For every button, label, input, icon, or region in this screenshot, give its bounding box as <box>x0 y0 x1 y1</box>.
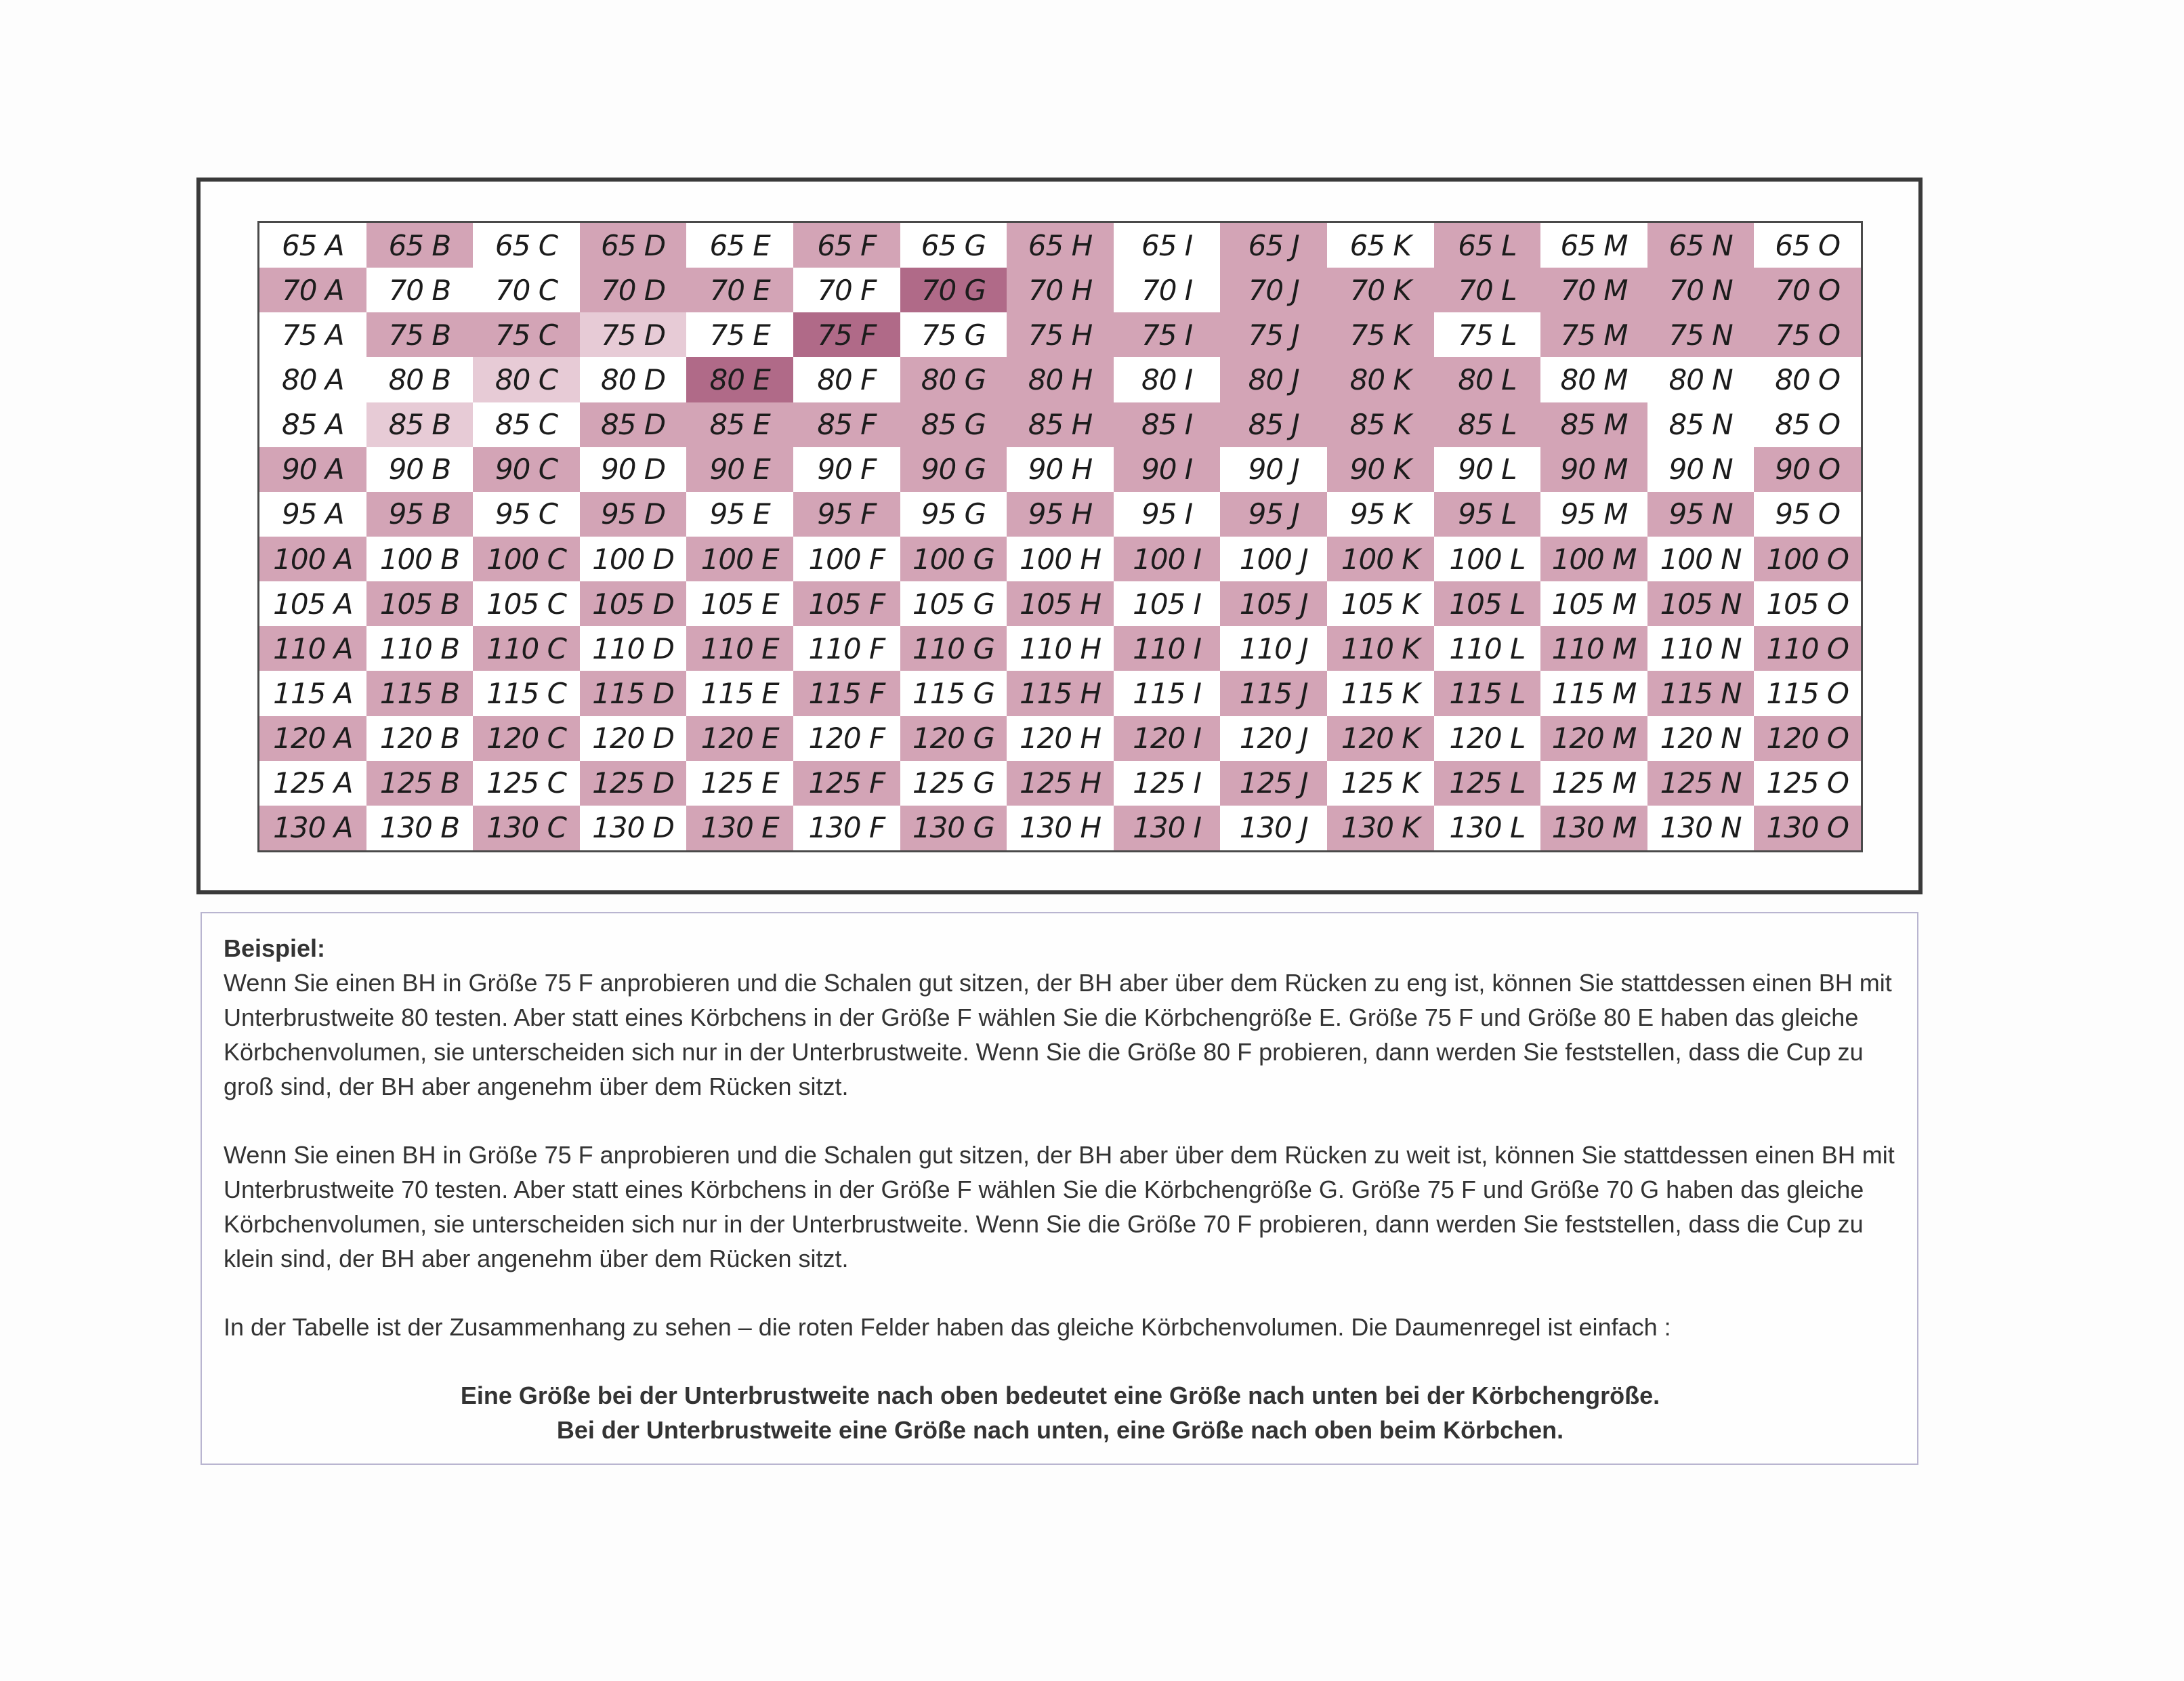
size-cell-115-g: 115 G <box>912 676 994 710</box>
size-cell-90-d: 90 D <box>601 453 666 486</box>
size-cell-95-i: 95 I <box>1141 497 1193 531</box>
size-cell-100-i: 100 I <box>1114 537 1221 581</box>
size-cell-65-a: 65 A <box>282 228 344 262</box>
size-cell-120-o: 120 O <box>1754 716 1861 761</box>
size-cell-65-c: 65 C <box>495 228 558 262</box>
size-cell-95-m: 95 M <box>1560 497 1628 531</box>
size-cell-110-b: 110 B <box>379 631 460 665</box>
size-cell-90-f: 90 F <box>817 453 877 486</box>
size-cell-75-a: 75 A <box>282 318 344 352</box>
size-cell-110-m: 110 M <box>1540 626 1647 671</box>
size-cell-80-c: 80 C <box>473 357 580 402</box>
size-cell-110-f: 110 F <box>808 631 885 665</box>
size-cell-85-e: 85 E <box>686 402 793 447</box>
size-cell-105-o: 105 O <box>1766 587 1849 621</box>
size-cell-130-d: 130 D <box>592 811 675 845</box>
size-cell-95-c: 95 C <box>495 497 558 531</box>
size-cell-120-j: 120 J <box>1239 722 1308 755</box>
size-table <box>257 221 1863 852</box>
rule-line-2: Bei der Unterbrustweite eine Größe nach unten, eine Größe nach oben beim Körbchen. <box>556 1416 1564 1444</box>
size-cell-75-n: 75 N <box>1647 312 1755 357</box>
size-cell-125-j: 125 J <box>1220 761 1327 806</box>
size-cell-65-n: 65 N <box>1647 223 1755 268</box>
size-cell-105-b: 105 B <box>366 581 474 626</box>
size-cell-70-o: 70 O <box>1754 268 1861 312</box>
size-cell-100-a: 100 A <box>259 537 366 581</box>
size-cell-120-a: 120 A <box>259 716 366 761</box>
size-cell-125-m: 125 M <box>1551 766 1637 800</box>
size-cell-130-h: 130 H <box>1019 811 1101 845</box>
size-cell-115-d: 115 D <box>580 671 687 715</box>
size-cell-120-g: 120 G <box>900 716 1007 761</box>
size-cell-70-c: 70 C <box>495 273 558 307</box>
size-cell-120-c: 120 C <box>473 716 580 761</box>
size-cell-85-h: 85 H <box>1007 402 1114 447</box>
size-cell-110-o: 110 O <box>1754 626 1861 671</box>
size-cell-125-c: 125 C <box>486 766 566 800</box>
size-cell-110-d: 110 D <box>592 631 675 665</box>
size-cell-90-l: 90 L <box>1458 453 1517 486</box>
size-cell-105-k: 105 K <box>1341 587 1420 621</box>
size-cell-115-k: 115 K <box>1341 676 1420 710</box>
example-heading: Beispiel: <box>224 934 326 962</box>
size-cell-70-l: 70 L <box>1434 268 1541 312</box>
size-cell-95-k: 95 K <box>1349 497 1411 531</box>
size-cell-95-l: 95 L <box>1434 492 1541 537</box>
size-cell-130-n: 130 N <box>1660 811 1742 845</box>
size-cell-100-e: 100 E <box>686 537 793 581</box>
size-cell-100-j: 100 J <box>1239 542 1308 576</box>
size-cell-130-j: 130 J <box>1239 811 1308 845</box>
size-cell-105-i: 105 I <box>1133 587 1202 621</box>
size-cell-125-g: 125 G <box>912 766 994 800</box>
size-cell-125-f: 125 F <box>793 761 900 806</box>
size-cell-130-f: 130 F <box>808 811 885 845</box>
size-cell-70-d: 70 D <box>580 268 687 312</box>
size-cell-95-o: 95 O <box>1775 497 1841 531</box>
size-cell-105-a: 105 A <box>273 587 353 621</box>
size-cell-100-b: 100 B <box>379 542 460 576</box>
size-cell-120-l: 120 L <box>1449 722 1526 755</box>
size-cell-75-f: 75 F <box>793 312 900 357</box>
rule-line-1: Eine Größe bei der Unterbrustweite nach oben bedeutet eine Größe nach unten bei der Körbchengröße. <box>460 1382 1660 1409</box>
size-cell-110-e: 110 E <box>686 626 793 671</box>
size-cell-130-c: 130 C <box>473 806 580 850</box>
size-cell-65-k: 65 K <box>1349 228 1411 262</box>
size-cell-80-a: 80 A <box>282 362 344 396</box>
size-cell-75-c: 75 C <box>473 312 580 357</box>
paragraph-too-tight: Wenn Sie einen BH in Größe 75 F anprobieren und die Schalen gut sitzen, der BH aber über dem Rücken zu eng ist, können Sie stattdessen einen BH mit Unterbrustweite 80 testen. Aber statt eines Körbchens in der Größe F wählen Sie die Körbchengröße E. Größe 75 F und Größe 80 E haben das gleiche Körbchenvolumen, sie unterscheiden sich nur in der Unterbrustweite. Wenn Sie die Größe 80 F probieren, dann werden Sie feststellen, dass die Cup zu groß sind, der BH aber angenehm über dem Rücken sitzt. <box>224 969 1892 1100</box>
size-cell-80-o: 80 O <box>1775 362 1841 396</box>
size-cell-85-i: 85 I <box>1114 402 1221 447</box>
size-cell-85-f: 85 F <box>793 402 900 447</box>
size-cell-120-i: 120 I <box>1114 716 1221 761</box>
size-cell-115-h: 115 H <box>1007 671 1114 715</box>
size-cell-90-o: 90 O <box>1754 447 1861 492</box>
size-cell-80-j: 80 J <box>1220 357 1327 402</box>
size-cell-85-a: 85 A <box>282 408 344 442</box>
size-cell-80-l: 80 L <box>1434 357 1541 402</box>
size-cell-115-b: 115 B <box>366 671 474 715</box>
size-cell-95-n: 95 N <box>1647 492 1755 537</box>
size-cell-75-j: 75 J <box>1220 312 1327 357</box>
size-cell-75-e: 75 E <box>709 318 770 352</box>
size-cell-115-j: 115 J <box>1220 671 1327 715</box>
size-cell-100-d: 100 D <box>592 542 675 576</box>
size-cell-80-e: 80 E <box>686 357 793 402</box>
size-cell-85-d: 85 D <box>580 402 687 447</box>
size-cell-130-m: 130 M <box>1540 806 1647 850</box>
size-cell-70-a: 70 A <box>259 268 366 312</box>
size-cell-100-l: 100 L <box>1449 542 1526 576</box>
size-cell-120-n: 120 N <box>1660 722 1742 755</box>
size-cell-125-o: 125 O <box>1766 766 1849 800</box>
size-cell-105-m: 105 M <box>1551 587 1637 621</box>
size-cell-80-h: 80 H <box>1007 357 1114 402</box>
size-cell-70-b: 70 B <box>388 273 451 307</box>
size-cell-90-c: 90 C <box>473 447 580 492</box>
size-cell-85-b: 85 B <box>366 402 474 447</box>
size-cell-90-e: 90 E <box>686 447 793 492</box>
size-cell-125-d: 125 D <box>580 761 687 806</box>
size-cell-85-m: 85 M <box>1540 402 1647 447</box>
paragraph-table-note: In der Tabelle ist der Zusammenhang zu sehen – die roten Felder haben das gleiche Körbchenvolumen. Die Daumenregel ist einfach : <box>224 1313 1671 1341</box>
size-cell-65-b: 65 B <box>366 223 474 268</box>
size-cell-115-o: 115 O <box>1766 676 1849 710</box>
size-cell-90-j: 90 J <box>1248 453 1299 486</box>
size-cell-90-b: 90 B <box>388 453 451 486</box>
size-cell-95-j: 95 J <box>1220 492 1327 537</box>
size-cell-125-n: 125 N <box>1647 761 1755 806</box>
size-cell-115-e: 115 E <box>700 676 779 710</box>
size-cell-80-k: 80 K <box>1327 357 1434 402</box>
size-cell-80-g: 80 G <box>900 357 1007 402</box>
size-cell-120-f: 120 F <box>808 722 885 755</box>
size-cell-110-n: 110 N <box>1660 631 1742 665</box>
size-cell-70-g: 70 G <box>900 268 1007 312</box>
size-cell-80-f: 80 F <box>817 362 877 396</box>
size-cell-95-g: 95 G <box>921 497 986 531</box>
size-cell-95-a: 95 A <box>282 497 344 531</box>
size-cell-95-b: 95 B <box>366 492 474 537</box>
size-cell-130-g: 130 G <box>900 806 1007 850</box>
size-cell-90-g: 90 G <box>900 447 1007 492</box>
size-cell-100-m: 100 M <box>1540 537 1647 581</box>
size-cell-100-f: 100 F <box>808 542 885 576</box>
size-cell-80-d: 80 D <box>601 362 666 396</box>
size-cell-110-k: 110 K <box>1327 626 1434 671</box>
size-cell-130-l: 130 L <box>1449 811 1526 845</box>
size-cell-115-c: 115 C <box>486 676 566 710</box>
size-cell-110-l: 110 L <box>1449 631 1526 665</box>
size-cell-85-c: 85 C <box>495 408 558 442</box>
size-cell-85-l: 85 L <box>1434 402 1541 447</box>
size-cell-85-n: 85 N <box>1668 408 1733 442</box>
size-cell-65-j: 65 J <box>1220 223 1327 268</box>
size-cell-125-k: 125 K <box>1341 766 1420 800</box>
size-cell-70-e: 70 E <box>686 268 793 312</box>
paragraph-too-loose: Wenn Sie einen BH in Größe 75 F anprobieren und die Schalen gut sitzen, der BH aber über dem Rücken zu weit ist, können Sie stattdessen einen BH mit Unterbrustweite 70 testen. Aber statt eines Körbchens in der Größe F wählen Sie die Körbchengröße G. Größe 75 F und Größe 70 G haben das gleiche Körbchenvolumen, sie unterscheiden sich nur in der Unterbrustweite. Wenn Sie die Größe 70 F probieren, dann werden Sie feststellen, dass die Cup zu klein sind, der BH aber angenehm über dem Rücken sitzt. <box>224 1141 1895 1272</box>
size-cell-85-j: 85 J <box>1220 402 1327 447</box>
size-cell-130-a: 130 A <box>259 806 366 850</box>
size-cell-100-o: 100 O <box>1754 537 1861 581</box>
size-cell-95-h: 95 H <box>1007 492 1114 537</box>
size-cell-120-b: 120 B <box>379 722 460 755</box>
size-cell-125-a: 125 A <box>273 766 353 800</box>
size-cell-105-d: 105 D <box>580 581 687 626</box>
size-cell-65-g: 65 G <box>921 228 986 262</box>
size-cell-105-f: 105 F <box>793 581 900 626</box>
size-cell-115-a: 115 A <box>273 676 353 710</box>
size-cell-125-e: 125 E <box>700 766 779 800</box>
size-cell-120-m: 120 M <box>1540 716 1647 761</box>
size-cell-70-j: 70 J <box>1220 268 1327 312</box>
rule-of-thumb <box>224 1378 1897 1447</box>
size-cell-130-i: 130 I <box>1114 806 1221 850</box>
size-cell-100-k: 100 K <box>1327 537 1434 581</box>
size-cell-80-i: 80 I <box>1141 362 1193 396</box>
size-cell-105-h: 105 H <box>1007 581 1114 626</box>
size-cell-80-m: 80 M <box>1560 362 1628 396</box>
size-cell-130-e: 130 E <box>686 806 793 850</box>
size-cell-100-g: 100 G <box>900 537 1007 581</box>
size-cell-90-i: 90 I <box>1114 447 1221 492</box>
size-cell-125-h: 125 H <box>1007 761 1114 806</box>
size-cell-65-i: 65 I <box>1141 228 1193 262</box>
size-cell-70-f: 70 F <box>817 273 877 307</box>
size-cell-115-l: 115 L <box>1434 671 1541 715</box>
size-cell-125-l: 125 L <box>1434 761 1541 806</box>
size-cell-120-h: 120 H <box>1019 722 1101 755</box>
size-cell-65-f: 65 F <box>793 223 900 268</box>
size-cell-100-n: 100 N <box>1660 542 1742 576</box>
size-cell-70-i: 70 I <box>1141 273 1193 307</box>
size-cell-95-e: 95 E <box>709 497 770 531</box>
size-cell-120-e: 120 E <box>686 716 793 761</box>
size-cell-65-m: 65 M <box>1560 228 1628 262</box>
size-cell-130-o: 130 O <box>1754 806 1861 850</box>
size-cell-65-l: 65 L <box>1434 223 1541 268</box>
size-cell-115-f: 115 F <box>793 671 900 715</box>
size-cell-110-c: 110 C <box>473 626 580 671</box>
size-cell-75-o: 75 O <box>1754 312 1861 357</box>
size-cell-65-o: 65 O <box>1775 228 1841 262</box>
size-cell-75-h: 75 H <box>1007 312 1114 357</box>
size-cell-85-k: 85 K <box>1327 402 1434 447</box>
size-cell-115-m: 115 M <box>1551 676 1637 710</box>
size-cell-105-g: 105 G <box>912 587 994 621</box>
size-cell-70-k: 70 K <box>1327 268 1434 312</box>
size-cell-105-c: 105 C <box>486 587 566 621</box>
size-cell-65-h: 65 H <box>1007 223 1114 268</box>
size-cell-105-l: 105 L <box>1434 581 1541 626</box>
size-cell-75-b: 75 B <box>366 312 474 357</box>
size-cell-65-d: 65 D <box>580 223 687 268</box>
size-cell-75-m: 75 M <box>1540 312 1647 357</box>
size-cell-120-d: 120 D <box>592 722 675 755</box>
size-cell-90-m: 90 M <box>1540 447 1647 492</box>
size-cell-70-m: 70 M <box>1540 268 1647 312</box>
size-cell-90-a: 90 A <box>259 447 366 492</box>
size-cell-75-i: 75 I <box>1114 312 1221 357</box>
size-cell-105-n: 105 N <box>1647 581 1755 626</box>
size-cell-75-g: 75 G <box>921 318 986 352</box>
size-cell-90-k: 90 K <box>1327 447 1434 492</box>
size-cell-115-n: 115 N <box>1647 671 1755 715</box>
size-cell-105-j: 105 J <box>1220 581 1327 626</box>
size-cell-70-n: 70 N <box>1647 268 1755 312</box>
size-cell-90-h: 90 H <box>1028 453 1093 486</box>
size-cell-75-l: 75 L <box>1458 318 1517 352</box>
size-cell-75-d: 75 D <box>580 312 687 357</box>
size-cell-115-i: 115 I <box>1133 676 1202 710</box>
size-cell-75-k: 75 K <box>1327 312 1434 357</box>
size-cell-70-h: 70 H <box>1007 268 1114 312</box>
size-cell-65-e: 65 E <box>709 228 770 262</box>
size-cell-110-j: 110 J <box>1239 631 1308 665</box>
size-cell-125-i: 125 I <box>1133 766 1202 800</box>
size-cell-85-g: 85 G <box>900 402 1007 447</box>
size-cell-125-b: 125 B <box>366 761 474 806</box>
size-cell-110-g: 110 G <box>900 626 1007 671</box>
size-cell-120-k: 120 K <box>1327 716 1434 761</box>
size-cell-90-n: 90 N <box>1668 453 1733 486</box>
size-cell-95-f: 95 F <box>793 492 900 537</box>
size-cell-130-b: 130 B <box>379 811 460 845</box>
size-cell-110-i: 110 I <box>1114 626 1221 671</box>
size-cell-80-b: 80 B <box>388 362 451 396</box>
size-cell-110-h: 110 H <box>1019 631 1101 665</box>
size-cell-80-n: 80 N <box>1668 362 1733 396</box>
size-cell-95-d: 95 D <box>580 492 687 537</box>
size-cell-110-a: 110 A <box>259 626 366 671</box>
size-cell-85-o: 85 O <box>1775 408 1841 442</box>
size-cell-130-k: 130 K <box>1327 806 1434 850</box>
explanation-box <box>201 912 1918 1465</box>
size-cell-100-h: 100 H <box>1019 542 1101 576</box>
size-cell-100-c: 100 C <box>473 537 580 581</box>
size-cell-105-e: 105 E <box>700 587 779 621</box>
